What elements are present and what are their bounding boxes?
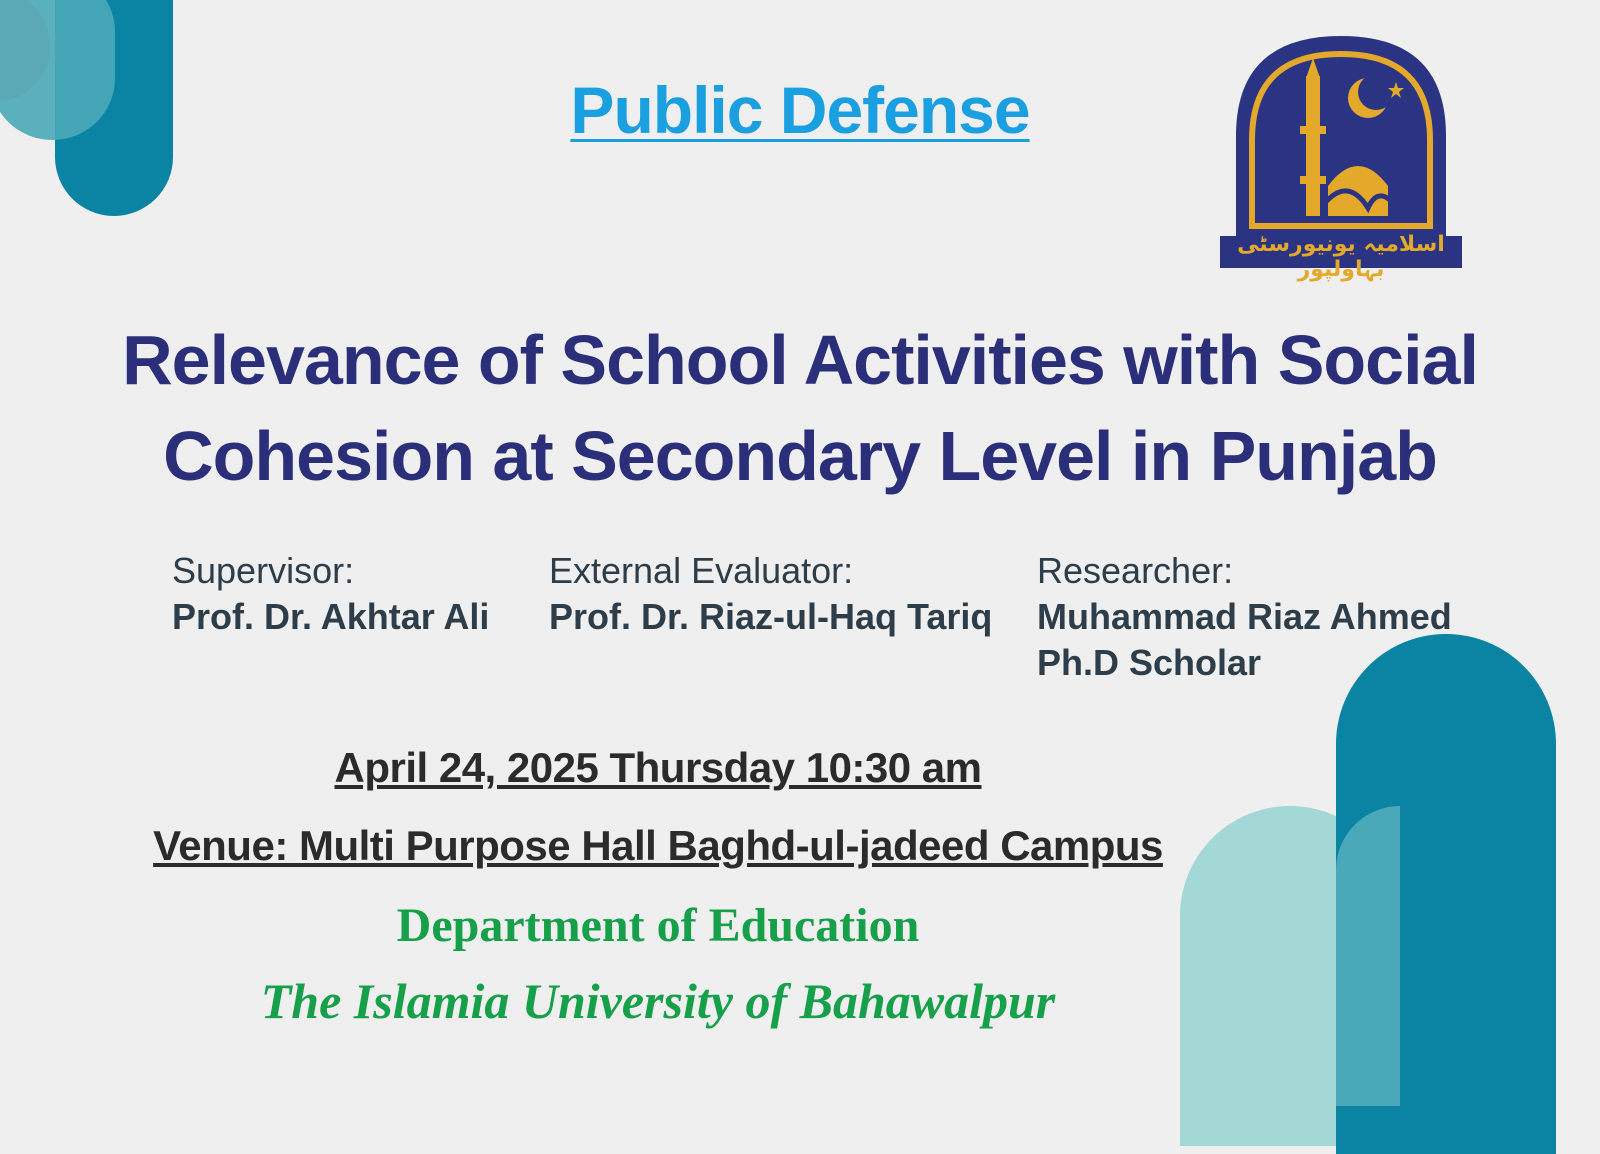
logo-script-text: اسلامیہ یونیورسٹی بہاولپور — [1237, 232, 1445, 282]
event-datetime: April 24, 2025 Thursday 10:30 am — [334, 744, 982, 791]
department-name: Department of Education — [396, 899, 920, 952]
thesis-title — [0, 312, 1600, 504]
researcher-name: Muhammad Riaz Ahmed — [1037, 596, 1452, 637]
researcher-title: Ph.D Scholar — [1037, 642, 1262, 683]
researcher-block — [1037, 548, 1452, 686]
researcher-role: Researcher: — [1037, 550, 1234, 591]
supervisor-block — [172, 548, 489, 640]
thesis-title-line-2: Cohesion at Secondary Level in Punjab — [163, 417, 1437, 495]
event-venue: Venue: Multi Purpose Hall Baghd-ul-jadeed Campus — [153, 822, 1163, 869]
external-evaluator-role: External Evaluator: — [549, 550, 854, 591]
overlap-arch-shape — [1336, 806, 1400, 1106]
university-name: The Islamia University of Bahawalpur — [260, 973, 1056, 1029]
external-evaluator-name: Prof. Dr. Riaz-ul-Haq Tariq — [549, 596, 993, 637]
supervisor-name: Prof. Dr. Akhtar Ali — [172, 596, 490, 637]
teal-light-shape — [0, 0, 115, 140]
page-heading: Public Defense — [570, 73, 1030, 147]
supervisor-role: Supervisor: — [172, 550, 355, 591]
thesis-title-line-1: Relevance of School Activities with Social — [122, 321, 1478, 399]
university-crest-icon — [1218, 36, 1464, 282]
external-evaluator-block — [549, 548, 992, 640]
